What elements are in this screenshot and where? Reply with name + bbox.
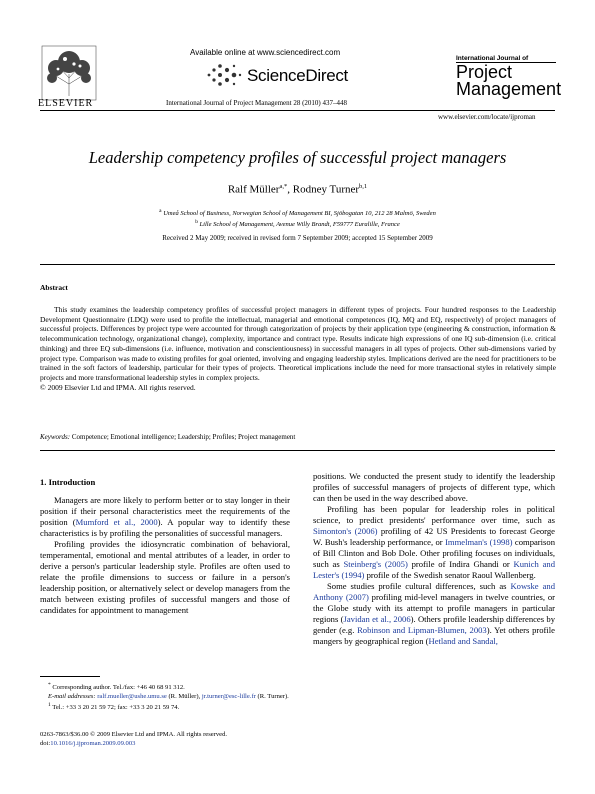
article-title: Leadership competency profiles of successful project managers [88, 148, 507, 167]
paragraph: Profiling provides the idiosyncratic combination of behavioral, temperamental, emotional and mental attributes of a leader, in order to derive a person's particular leadership style. Profiles are often used to relate the profile dimensions to success or failure in a person's leadership position, or alternatively select or develop managers from the match between existing profiles of successful mangers and those of candidates for appointment to management [40, 539, 290, 615]
abstract-bottom-divider [40, 450, 555, 451]
doi-link[interactable]: 10.1016/j.ijproman.2009.09.003 [50, 740, 136, 747]
issn-line [40, 730, 227, 748]
header-divider [40, 110, 555, 111]
author-name: Rodney Turner [292, 183, 360, 196]
footnotes [40, 681, 292, 712]
email-link[interactable]: jr.turner@esc-lille.fr [201, 693, 256, 701]
author-affiliation-mark[interactable]: a,* [279, 183, 288, 190]
journal-title [456, 64, 561, 98]
affiliation-a: $^a$ Umeå School of Business, Norwegian School of Management BI, Sjöbogatan 10, 212 28 Malmö, Sweden [159, 208, 436, 218]
keywords-list: Competence; Emotional intelligence; Leadership; Profiles; Project management [71, 433, 296, 441]
abstract-top-divider [40, 264, 555, 265]
footnote-emails: E-mail addresses: ralf.mueller@ushe.umu.se (R. Müller), jr.turner@esc-lille.fr (R. Turner). [48, 693, 289, 701]
journal-url[interactable]: www.elsevier.com/locate/ijproman [438, 113, 536, 121]
issn-copyright: 0263-7863/$36.00 © 2009 Elsevier Ltd and IPMA. All rights reserved. [40, 731, 228, 738]
email-link[interactable]: ralf.mueller@ushe.umu.se [97, 693, 167, 701]
author-name: Ralf Müller [227, 183, 280, 196]
citation-link[interactable]: Javidan et al., 2006 [343, 614, 411, 624]
abstract-copyright: © 2009 Elsevier Ltd and IPMA. All rights reserved. [40, 382, 196, 392]
affiliation-b: $^b$ Lille School of Management, Avenue Willy Brandt, F59777 Euralille, France [195, 219, 400, 229]
abstract-text: This study examines the leadership competency profiles of successful project managers in different types of projects. Four hundred responses to the Leadership Development Questionnaire (LDQ) were used to profile the intellectual, managerial and emotional competences (IQ, MQ and EQ, respectively) of project managers of successful projects. Differences by project type were accounted for through categorization of projects by their application type (engineering & construction, information & telecommunication technology, organizational change), complexity, importance and contract type. Results indicate high expressions of one IQ sub-dimension (i.e. critical thinking) and three EQ sub-dimensions (i.e. influence, motivation and conscientiousness) in successful managers in all types of projects. Other sub-dimensions varied by project type. Comparison was made to existing profiles for goal oriented, involving and engaging leadership styles. Implications derived are the need for practitioners to be trained in the soft factors of leadership, particular for their types of projects. Theoretical implications include the need for more transactional styles in relatively simple projects and more transformational leadership styles in complex projects. [40, 305, 556, 382]
left-column [40, 477, 290, 616]
journal-citation: International Journal of Project Management 28 (2010) 437–448 [166, 99, 347, 107]
author-line [0, 183, 595, 196]
right-column [313, 471, 555, 647]
journal-label: International Journal of [456, 55, 529, 62]
abstract-heading: Abstract [40, 283, 68, 292]
keywords-label: Keywords: [40, 433, 71, 441]
citation-link[interactable]: Kowske and Anthony (2007) [313, 581, 555, 602]
paragraph: positions. We conducted the present study to identify the leadership profiles of successful managers of projects of different type, which can then be used in the way described above. [313, 471, 555, 503]
available-online-text: Available online at www.sciencedirect.com [190, 48, 341, 57]
section-heading: 1. Introduction [40, 477, 96, 487]
author-separator: , [287, 183, 293, 196]
author-affiliation-mark[interactable]: b,1 [359, 183, 368, 190]
sciencedirect-wordmark: ScienceDirect [247, 66, 348, 85]
keywords [40, 433, 295, 441]
citation-link[interactable]: Robinson and Lipman-Blumen, 2003 [357, 625, 487, 635]
elsevier-tree-logo [40, 44, 98, 104]
publisher-name: ELSEVIER [38, 98, 94, 109]
citation-link[interactable]: Steinberg's (2005) [343, 559, 408, 569]
abstract-body [40, 305, 556, 392]
affiliations [0, 207, 595, 229]
journal-title-line-2: Management [456, 79, 562, 99]
citation-link[interactable]: Mumford et al., 2000 [75, 517, 158, 527]
citation-link[interactable]: Kunich and Lester's (1994) [313, 559, 555, 580]
footnote-divider [40, 676, 100, 677]
received-dates: Received 2 May 2009; received in revised form 7 September 2009; accepted 15 September 2009 [162, 234, 433, 242]
paragraph: Managers are more likely to perform better or to stay longer in their position if their personal characteristics meet the requirements of the position (Mumford et al., 2000). A popular way to identify these characteristics is by profiling the personalities of successful managers. [40, 495, 290, 538]
citation-link[interactable]: Simonton's (2006) [313, 526, 378, 536]
footnote-corresponding: * Corresponding author. Tel./fax: +46 40 68 91 312. [48, 682, 185, 692]
sciencedirect-dots-icon [205, 62, 243, 88]
citation-link[interactable]: Hetland and Sandal, [428, 636, 498, 646]
paragraph: Profiling has been popular for leadership roles in political science, to predict presidents' performance over time, such as Simonton's (2006) profiling of 42 US Presidents to forecast George W. Bush's leadership performance, or Immelman's (1998) comparison of Bill Clinton and Bob Dole. Other profiling focuses on individuals, such as Steinberg's (2005) profile of Indira Ghandi or Kunich and Lester's (1994) profile of the Swedish senator Raoul Wallenberg. [313, 504, 555, 580]
footnote-tel: $^1$ Tel.: +33 3 20 21 59 72; fax: +33 3 20 21 59 74. [48, 702, 180, 712]
citation-link[interactable]: Immelman's (1998) [445, 537, 513, 547]
doi-line: doi:10.1016/j.ijproman.2009.09.003 [40, 740, 136, 747]
sciencedirect-logo [205, 62, 355, 90]
paragraph: Some studies profile cultural differences, such as Kowske and Anthony (2007) profiling mid-level managers in twelve countries, or the Globe study with its attempt to profile managers in particular regions (Javidan et al., 2006). Others profile leadership differences by gender (e.g. Robinson and Lipman-Blumen, 2003). Yet others profile mangers by geographical region (Hetland and Sandal, [313, 581, 556, 646]
journal-title-line-1: Project [456, 62, 513, 82]
